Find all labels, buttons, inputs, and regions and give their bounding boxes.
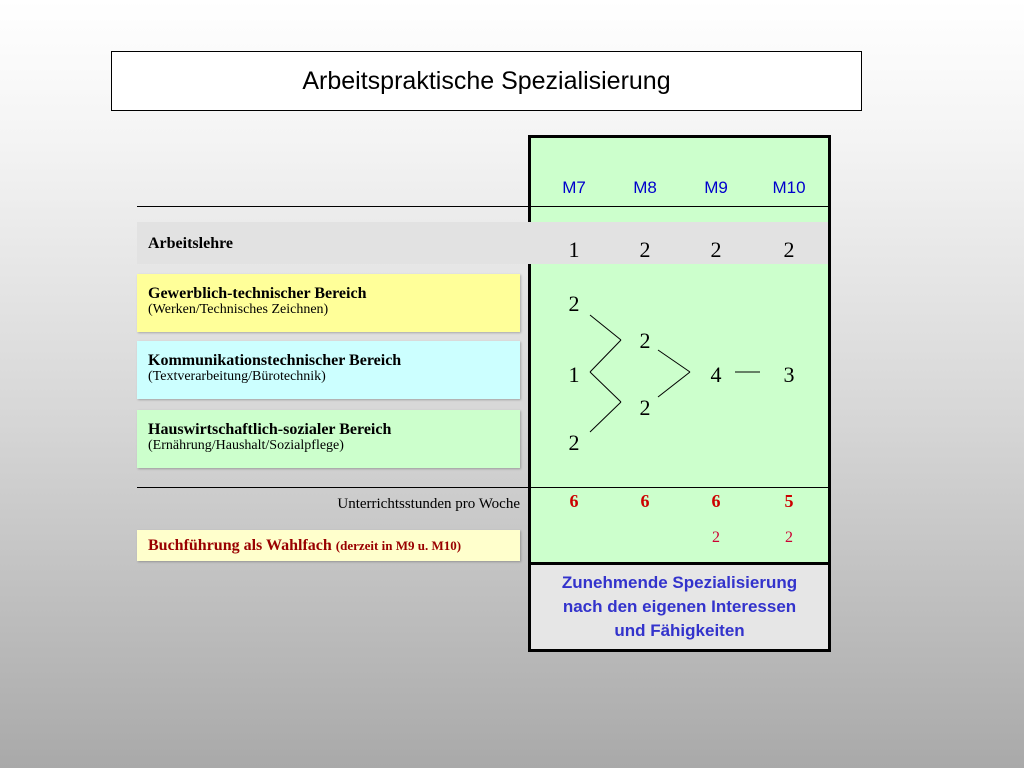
connector-line [590, 372, 621, 402]
hours-value-m7: 6 [569, 491, 579, 511]
hours-value-m10: 5 [784, 491, 794, 511]
column-header-m8: M8 [633, 178, 657, 197]
hours-value-m9: 6 [711, 491, 721, 511]
arbeitslehre-value-m10: 2 [783, 237, 795, 262]
m9-value: 4 [710, 362, 722, 387]
m8-value-upper: 2 [639, 328, 651, 353]
specialization-note [528, 562, 831, 652]
m7-value-kommunikation: 1 [568, 362, 580, 387]
connector-line [590, 315, 621, 340]
hours-value-m8: 6 [640, 491, 650, 511]
connector-line [590, 340, 621, 372]
column-header-m9: M9 [704, 178, 728, 197]
elective-box [137, 530, 520, 561]
arbeitslehre-value-m7: 1 [568, 237, 580, 262]
area-title: Hauswirtschaftlich-sozialer Bereich [148, 421, 392, 438]
specialization-line: Zunehmende Spezialisierung [561, 573, 798, 592]
area-title: Kommunikationstechnischer Bereich [148, 352, 402, 369]
m10-value: 3 [783, 362, 795, 387]
elective-value-m9: 2 [712, 529, 720, 546]
specialization-line: nach den eigenen Interessen [562, 597, 797, 616]
connector-line [658, 350, 690, 372]
hours-label: Unterrichtsstunden pro Woche [337, 496, 520, 512]
m7-value-gewerblich: 2 [568, 291, 580, 316]
arbeitslehre-label: Arbeitslehre [148, 235, 234, 252]
column-header-m7: M7 [562, 178, 586, 197]
area-subtitle: (Textverarbeitung/Bürotechnik) [148, 369, 326, 384]
specialization-line: und Fähigkeiten [614, 621, 745, 640]
area-subtitle: (Ernährung/Haushalt/Sozialpflege) [148, 438, 344, 453]
arbeitslehre-value-m8: 2 [639, 237, 651, 262]
elective-label: Buchführung als Wahlfach [148, 537, 332, 554]
page-title: Arbeitspraktische Spezialisierung [111, 51, 862, 111]
elective-note: (derzeit in M9 u. M10) [335, 538, 462, 553]
m8-value-lower: 2 [639, 395, 651, 420]
area-title: Gewerblich-technischer Bereich [148, 285, 367, 302]
connector-line [658, 372, 690, 397]
column-header-m10: M10 [772, 178, 806, 197]
hours-divider [137, 487, 828, 488]
arbeitslehre-value-m9: 2 [710, 237, 722, 262]
connector-line [590, 402, 621, 432]
area-subtitle: (Werken/Technisches Zeichnen) [148, 302, 329, 317]
m7-value-hauswirtschaft: 2 [568, 430, 580, 455]
elective-value-m10: 2 [785, 529, 793, 546]
